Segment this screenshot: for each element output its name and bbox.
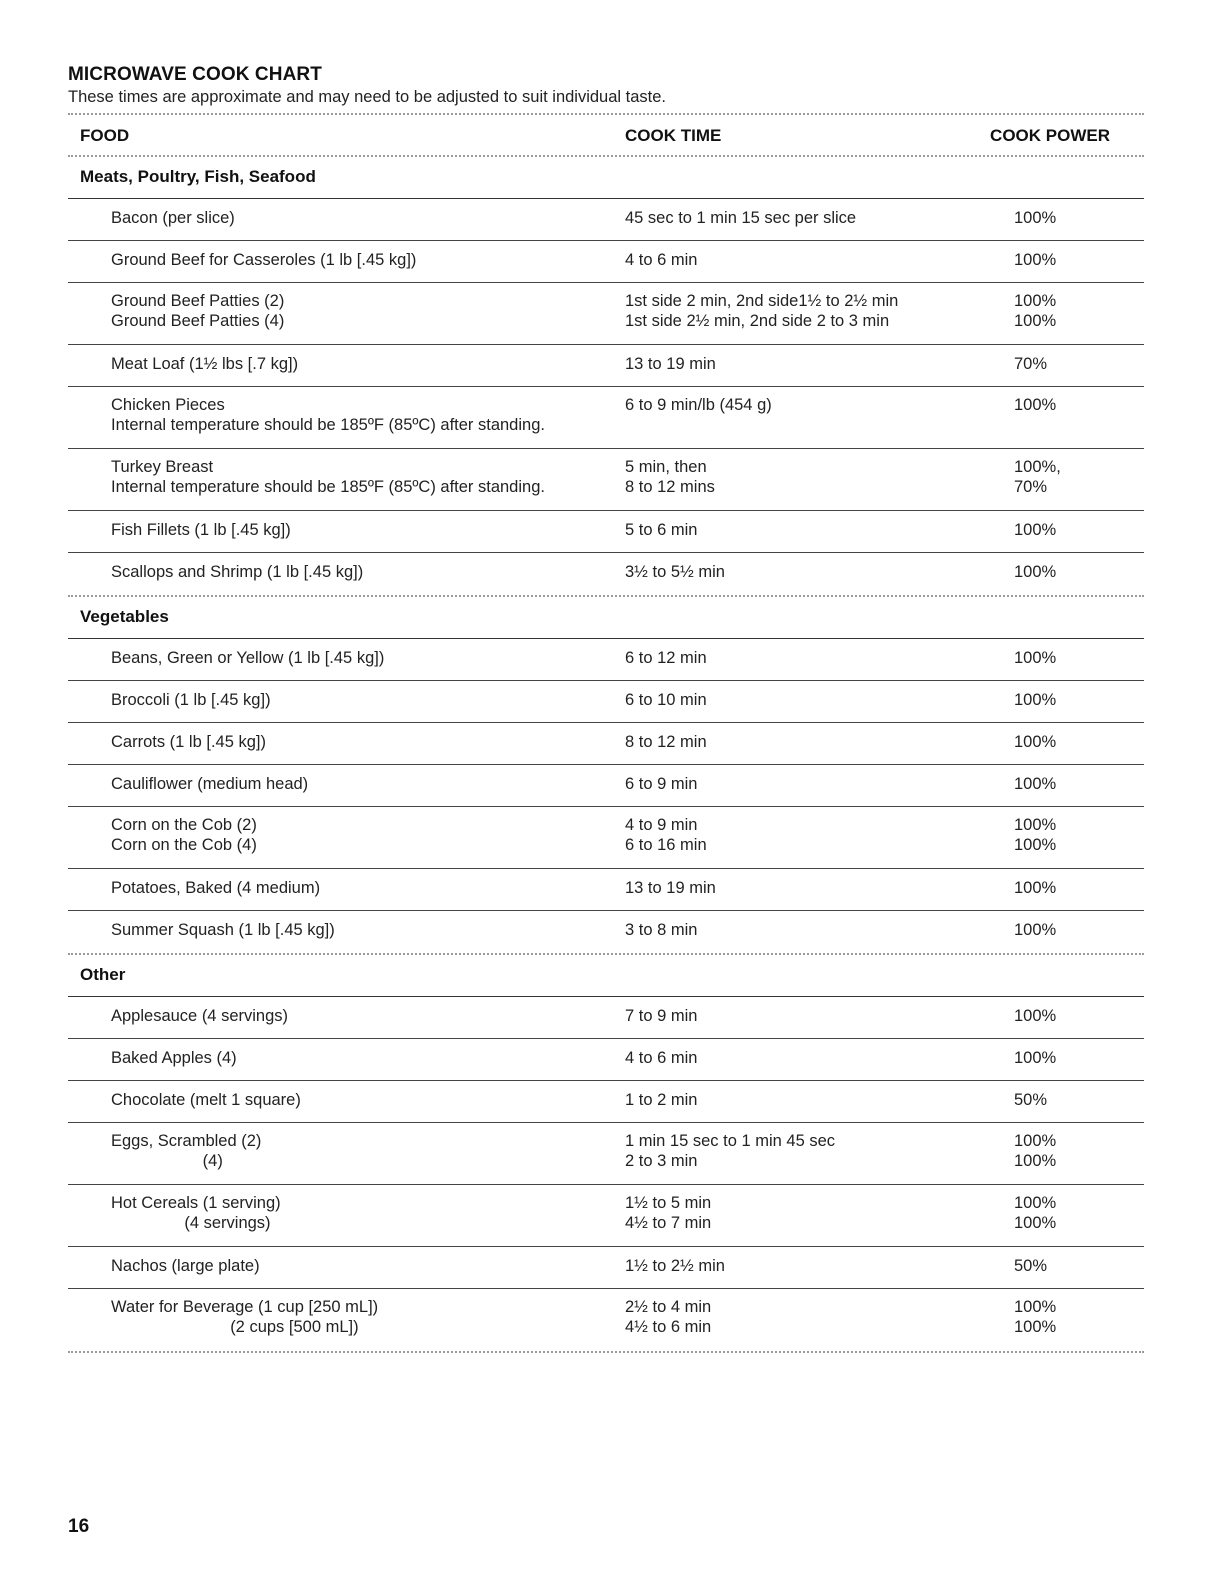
food-cell-line: Bacon (per slice): [111, 209, 235, 227]
food-cell: [68, 648, 625, 680]
section-title: Meats, Poultry, Fish, Seafood: [68, 157, 1144, 199]
cook-time-cell: [625, 1090, 1014, 1122]
cook-time-cell: [625, 774, 1014, 806]
table-row: [68, 681, 1144, 723]
cook-power-cell-line: 100%: [1014, 251, 1057, 269]
food-cell-line: Meat Loaf (1½ lbs [.7 kg]): [111, 355, 299, 373]
cook-time-cell-line: 1½ to 5 min: [625, 1194, 712, 1212]
section-title: Other: [68, 955, 1144, 997]
food-cell-line: Summer Squash (1 lb [.45 kg]): [111, 921, 335, 939]
cook-time-cell-line: 1 to 2 min: [625, 1091, 698, 1109]
table-row: [68, 1289, 1144, 1351]
cook-power-cell: [1014, 1048, 1144, 1080]
cook-power-cell: [1014, 774, 1144, 806]
cook-time-cell-line: 6 to 9 min: [625, 775, 698, 793]
cook-power-cell-line: 100%: [1014, 521, 1057, 539]
cook-power-cell-line: 100%: [1014, 879, 1057, 897]
cook-time-cell: [625, 648, 1014, 680]
cook-power-cell: [1014, 690, 1144, 722]
food-cell: [68, 1193, 625, 1246]
cook-power-cell: [1014, 562, 1144, 595]
food-cell-line: Eggs, Scrambled (2): [111, 1132, 262, 1150]
cook-power-cell-line: 100%: [1014, 1049, 1057, 1067]
cook-power-cell: [1014, 457, 1144, 510]
table-row: [68, 387, 1144, 449]
cook-power-cell-line: 100%: [1014, 1007, 1057, 1025]
cook-time-cell: [625, 457, 1014, 510]
food-cell-line: Chicken Pieces: [111, 396, 225, 414]
cook-time-cell: [625, 815, 1014, 868]
food-cell-line: Potatoes, Baked (4 medium): [111, 879, 321, 897]
food-cell: [68, 1006, 625, 1038]
food-cell: [68, 1131, 625, 1184]
cook-time-cell-line: 4 to 9 min: [625, 816, 698, 834]
cook-power-cell: [1014, 1006, 1144, 1038]
food-cell: [68, 395, 625, 448]
table-row: [68, 639, 1144, 681]
section-title: Vegetables: [68, 597, 1144, 639]
cook-time-cell-line: 2½ to 4 min: [625, 1298, 712, 1316]
cook-time-cell: [625, 250, 1014, 282]
cook-time-cell-line: 5 to 6 min: [625, 521, 698, 539]
cook-power-cell: [1014, 354, 1144, 386]
cook-time-cell-line: 7 to 9 min: [625, 1007, 698, 1025]
cook-time-cell-line: 3½ to 5½ min: [625, 563, 725, 581]
divider: [68, 1351, 1144, 1353]
food-cell: [68, 815, 625, 868]
food-cell: [68, 562, 625, 595]
cook-time-cell-line: 4½ to 6 min: [625, 1318, 712, 1336]
cook-time-cell-line: 4 to 6 min: [625, 251, 698, 269]
cook-time-cell-line: 45 sec to 1 min 15 sec per slice: [625, 209, 857, 227]
table-row: [68, 553, 1144, 595]
table-row: [68, 199, 1144, 241]
cook-power-cell-line: 100%: [1014, 563, 1057, 581]
cook-time-cell: [625, 1256, 1014, 1288]
cook-time-cell-line: 3 to 8 min: [625, 921, 698, 939]
food-cell: [68, 732, 625, 764]
cook-power-cell-line: 100%: [1014, 292, 1057, 310]
cook-power-cell: [1014, 648, 1144, 680]
cook-time-cell: [625, 920, 1014, 953]
cook-time-cell: [625, 1193, 1014, 1246]
cook-power-cell-line: 100%: [1014, 649, 1057, 667]
cook-power-cell: [1014, 920, 1144, 953]
cook-power-cell: [1014, 878, 1144, 910]
cook-time-cell: [625, 878, 1014, 910]
chart-sections: [68, 157, 1144, 1351]
food-cell-line: Scallops and Shrimp (1 lb [.45 kg]): [111, 563, 364, 581]
cook-power-cell-line: 100%: [1014, 1194, 1057, 1212]
food-cell-line: Cauliflower (medium head): [111, 775, 309, 793]
cook-time-cell: [625, 732, 1014, 764]
table-row: [68, 1185, 1144, 1247]
cook-power-cell-line: 100%: [1014, 691, 1057, 709]
food-cell: [68, 208, 625, 240]
table-row: [68, 1081, 1144, 1123]
cook-time-cell: [625, 1006, 1014, 1038]
food-cell: [68, 520, 625, 552]
table-row: [68, 283, 1144, 345]
cook-power-cell: [1014, 395, 1144, 448]
food-cell: [68, 1256, 625, 1288]
table-row: [68, 869, 1144, 911]
cook-time-cell-line: 2 to 3 min: [625, 1152, 698, 1170]
food-cell-line: Internal temperature should be 185ºF (85ºC) after standing.: [111, 416, 545, 434]
cook-power-cell: [1014, 1297, 1144, 1351]
cook-time-cell-line: 13 to 19 min: [625, 355, 716, 373]
cook-power-cell-line: 100%: [1014, 1318, 1057, 1336]
cook-time-cell: [625, 354, 1014, 386]
food-cell-line: Turkey Breast: [111, 458, 214, 476]
cook-power-cell-line: 100%: [1014, 836, 1057, 854]
column-header-cook-time: COOK TIME: [625, 126, 722, 145]
food-cell: [68, 920, 625, 953]
page-title: MICROWAVE COOK CHART: [68, 64, 322, 85]
cook-time-cell: [625, 520, 1014, 552]
cook-time-cell-line: 1st side 2 min, 2nd side1½ to 2½ min: [625, 292, 899, 310]
food-cell-line: Water for Beverage (1 cup [250 mL]): [111, 1298, 379, 1316]
cook-power-cell-line: 100%: [1014, 733, 1057, 751]
table-row: [68, 1247, 1144, 1289]
cook-power-cell-line: 100%: [1014, 816, 1057, 834]
column-header-row: [68, 115, 1144, 155]
food-cell-line: Ground Beef for Casseroles (1 lb [.45 kg]): [111, 251, 417, 269]
cook-power-cell-line: 70%: [1014, 355, 1048, 373]
cook-power-cell-line: 100%: [1014, 775, 1057, 793]
food-cell-line: Broccoli (1 lb [.45 kg]): [111, 691, 271, 709]
cook-time-cell-line: 6 to 10 min: [625, 691, 707, 709]
cook-time-cell: [625, 1297, 1014, 1351]
table-row: [68, 241, 1144, 283]
food-cell-line: Ground Beef Patties (2): [111, 292, 285, 310]
food-cell: [68, 774, 625, 806]
cook-power-cell-line: 70%: [1014, 478, 1048, 496]
cook-power-cell: [1014, 1090, 1144, 1122]
cook-power-cell: [1014, 1131, 1144, 1184]
cook-time-cell-line: 6 to 12 min: [625, 649, 707, 667]
food-cell-line: Corn on the Cob (4): [111, 836, 257, 854]
cook-power-cell-line: 50%: [1014, 1257, 1048, 1275]
food-cell-line: (4): [111, 1152, 223, 1170]
cook-time-cell: [625, 208, 1014, 240]
cook-power-cell: [1014, 250, 1144, 282]
cook-power-cell-line: 100%: [1014, 1214, 1057, 1232]
cook-time-cell-line: 4 to 6 min: [625, 1049, 698, 1067]
food-cell-line: Hot Cereals (1 serving): [111, 1194, 281, 1212]
cook-power-cell-line: 100%: [1014, 1298, 1057, 1316]
food-cell-line: Nachos (large plate): [111, 1257, 260, 1275]
cook-chart-table: [68, 113, 1144, 1353]
cook-time-cell: [625, 395, 1014, 448]
cook-time-cell: [625, 291, 1014, 344]
cook-time-cell: [625, 562, 1014, 595]
table-row: [68, 449, 1144, 511]
cook-power-cell-line: 100%: [1014, 1152, 1057, 1170]
cook-power-cell-line: 100%: [1014, 1132, 1057, 1150]
cook-power-cell-line: 100%: [1014, 921, 1057, 939]
table-row: [68, 1123, 1144, 1185]
cook-power-cell-line: 100%,: [1014, 458, 1061, 476]
food-cell-line: (4 servings): [111, 1214, 271, 1232]
cook-power-cell: [1014, 208, 1144, 240]
cook-time-cell-line: 6 to 9 min/lb (454 g): [625, 396, 772, 414]
cook-time-cell-line: 4½ to 7 min: [625, 1214, 712, 1232]
food-cell: [68, 1090, 625, 1122]
table-row: [68, 807, 1144, 869]
food-cell-line: Baked Apples (4): [111, 1049, 237, 1067]
cook-time-cell-line: 5 min, then: [625, 458, 707, 476]
column-header-food: FOOD: [80, 126, 130, 145]
table-row: [68, 997, 1144, 1039]
cook-time-cell-line: 1st side 2½ min, 2nd side 2 to 3 min: [625, 312, 890, 330]
food-cell: [68, 878, 625, 910]
cook-time-cell-line: 8 to 12 mins: [625, 478, 715, 496]
food-cell: [68, 457, 625, 510]
cook-power-cell-line: 100%: [1014, 312, 1057, 330]
food-cell: [68, 291, 625, 344]
table-row: [68, 511, 1144, 553]
cook-power-cell-line: 100%: [1014, 396, 1057, 414]
food-cell-line: Beans, Green or Yellow (1 lb [.45 kg]): [111, 649, 385, 667]
food-cell-line: Corn on the Cob (2): [111, 816, 257, 834]
food-cell: [68, 354, 625, 386]
column-header-cook-power: COOK POWER: [990, 126, 1110, 145]
cook-power-cell: [1014, 1256, 1144, 1288]
cook-time-cell-line: 13 to 19 min: [625, 879, 716, 897]
table-row: [68, 345, 1144, 387]
food-cell-line: Ground Beef Patties (4): [111, 312, 285, 330]
cook-power-cell: [1014, 1193, 1144, 1246]
food-cell-line: Carrots (1 lb [.45 kg]): [111, 733, 266, 751]
food-cell-line: Applesauce (4 servings): [111, 1007, 289, 1025]
table-row: [68, 765, 1144, 807]
page-number: 16: [68, 1516, 90, 1537]
cook-time-cell-line: 6 to 16 min: [625, 836, 707, 854]
food-cell-line: Internal temperature should be 185ºF (85ºC) after standing.: [111, 478, 545, 496]
cook-power-cell-line: 50%: [1014, 1091, 1048, 1109]
food-cell: [68, 1048, 625, 1080]
food-cell: [68, 690, 625, 722]
cook-time-cell-line: 1 min 15 sec to 1 min 45 sec: [625, 1132, 836, 1150]
cook-power-cell: [1014, 520, 1144, 552]
table-row: [68, 1039, 1144, 1081]
food-cell-line: (2 cups [500 mL]): [111, 1318, 359, 1336]
cook-time-cell: [625, 690, 1014, 722]
cook-time-cell-line: 1½ to 2½ min: [625, 1257, 725, 1275]
cook-power-cell-line: 100%: [1014, 209, 1057, 227]
food-cell: [68, 250, 625, 282]
cook-power-cell: [1014, 815, 1144, 868]
food-cell: [68, 1297, 625, 1351]
table-row: [68, 723, 1144, 765]
food-cell-line: Fish Fillets (1 lb [.45 kg]): [111, 521, 291, 539]
table-row: [68, 911, 1144, 953]
cook-power-cell: [1014, 291, 1144, 344]
page-subtitle: These times are approximate and may need to be adjusted to suit individual taste.: [68, 88, 667, 106]
food-cell-line: Chocolate (melt 1 square): [111, 1091, 301, 1109]
cook-time-cell: [625, 1048, 1014, 1080]
cook-time-cell: [625, 1131, 1014, 1184]
cook-time-cell-line: 8 to 12 min: [625, 733, 707, 751]
cook-power-cell: [1014, 732, 1144, 764]
